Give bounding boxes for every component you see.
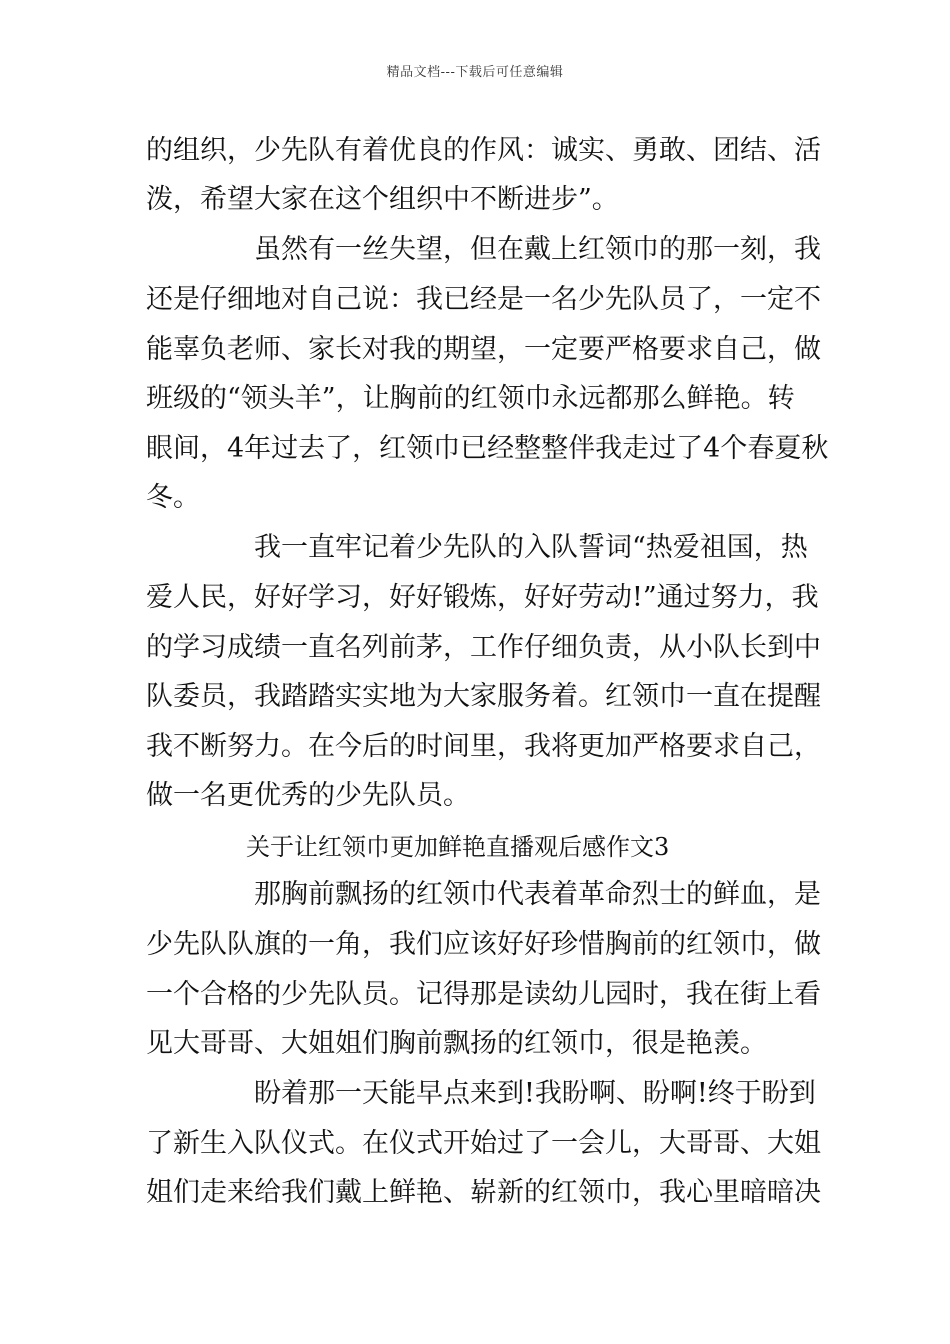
paragraph-line: 我一直牢记着少先队的入队誓词“热爱祖国，热 bbox=[254, 532, 808, 563]
paragraph-line: 一个合格的少先队员。记得那是读幼儿园时，我在街上看 bbox=[146, 979, 821, 1010]
paragraph-line: 姐们走来给我们戴上鲜艳、崭新的红领巾，我心里暗暗决 bbox=[146, 1177, 821, 1208]
paragraph-line: 爱人民，好好学习，好好锻炼，好好劳动!”通过努力，我 bbox=[146, 582, 819, 613]
paragraph-line: 盼着那一天能早点来到!我盼啊、盼啊!终于盼到 bbox=[254, 1078, 816, 1109]
paragraph-line: 少先队队旗的一角，我们应该好好珍惜胸前的红领巾，做 bbox=[146, 929, 821, 960]
paragraph-line: 能辜负老师、家长对我的期望，一定要严格要求自己，做 bbox=[146, 334, 821, 365]
paragraph-line: 我不断努力。在今后的时间里，我将更加严格要求自己， bbox=[146, 731, 821, 762]
paragraph-line: 还是仔细地对自己说：我已经是一名少先队员了，一定不 bbox=[146, 284, 821, 315]
paragraph-line: 班级的“领头羊”，让胸前的红领巾永远都那么鲜艳。转 bbox=[146, 383, 795, 414]
paragraph-line: 的组织，少先队有着优良的作风：诚实、勇敢、团结、活 bbox=[146, 135, 821, 166]
paragraph-line: 那胸前飘扬的红领巾代表着革命烈士的鲜血，是 bbox=[254, 879, 821, 910]
paragraph-line: 了新生入队仪式。在仪式开始过了一会儿，大哥哥、大姐 bbox=[146, 1128, 821, 1159]
paragraph-line: 做一名更优秀的少先队员。 bbox=[146, 780, 470, 811]
paragraph-line: 队委员，我踏踏实实地为大家服务着。红领巾一直在提醒 bbox=[146, 681, 821, 712]
paragraph-line: 眼间，4年过去了，红领巾已经整整伴我走过了4个春夏秋 bbox=[146, 433, 829, 464]
paragraph-line: 虽然有一丝失望，但在戴上红领巾的那一刻，我 bbox=[254, 234, 821, 265]
page-header: 精品文档---下载后可任意编辑 bbox=[386, 65, 564, 80]
paragraph-line: 见大哥哥、大姐姐们胸前飘扬的红领巾，很是艳羡。 bbox=[146, 1028, 767, 1059]
section-title: 关于让红领巾更加鲜艳直播观后感作文3 bbox=[246, 833, 670, 861]
paragraph-line: 冬。 bbox=[146, 482, 200, 513]
paragraph-line: 的学习成绩一直名列前茅，工作仔细负责，从小队长到中 bbox=[146, 632, 821, 663]
paragraph-line: 泼，希望大家在这个组织中不断进步”。 bbox=[146, 184, 619, 215]
